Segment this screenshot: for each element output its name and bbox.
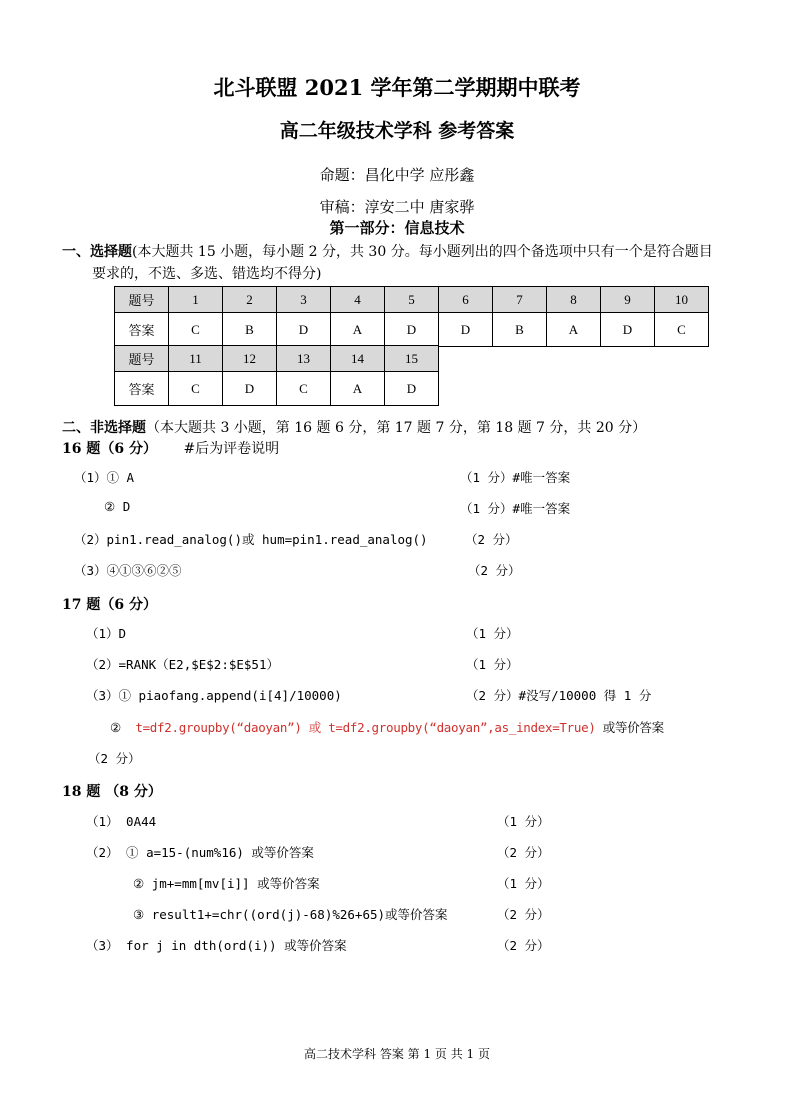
- question-number: 2: [223, 287, 277, 313]
- section1-heading: 一、选择题: [62, 244, 132, 260]
- question-number: 3: [277, 287, 331, 313]
- score-note: （1 分）: [497, 876, 550, 891]
- question-number: 5: [385, 287, 439, 313]
- question-number: 10: [655, 287, 709, 313]
- score-note: （2 分）: [88, 751, 141, 766]
- answer-cell: D: [439, 313, 493, 347]
- section1-intro: [62, 241, 713, 261]
- red-answer-code: t=df2.groupby(“daoyan”) 或 t=df2.groupby(“daoyan”,as_index=True): [135, 720, 596, 735]
- answer-cell: D: [601, 313, 655, 347]
- q16-note: #后为评卷说明: [183, 441, 280, 457]
- answer-line-red: [110, 718, 664, 736]
- question-number: 12: [223, 346, 277, 372]
- answer-cell: B: [223, 313, 277, 347]
- q16-title: 16 题（6 分）: [62, 441, 157, 457]
- answer-line: ③ result1+=chr((ord(j)-68)%26+65)或等价答案: [133, 907, 448, 922]
- answer-line: （2） ① a=15-(num%16) 或等价答案: [86, 845, 314, 860]
- answer-cell: A: [331, 372, 385, 406]
- score-note: （1 分）: [466, 626, 519, 641]
- equivalent-note: 或等价答案: [602, 720, 664, 735]
- answer-cell: A: [547, 313, 601, 347]
- score-note: （2 分）: [497, 938, 550, 953]
- section2-heading: 二、非选择题: [62, 420, 146, 436]
- answer-line: （1） 0A44: [86, 814, 157, 829]
- question-number: 8: [547, 287, 601, 313]
- score-note: （1 分）: [497, 814, 550, 829]
- answer-cell: C: [655, 313, 709, 347]
- answer-cell: D: [385, 313, 439, 347]
- part-title: 第一部分：信息技术: [329, 219, 465, 237]
- question-number: 13: [277, 346, 331, 372]
- answer-line: ② D: [104, 499, 131, 514]
- question-number: 11: [169, 346, 223, 372]
- score-note: （2 分）: [465, 532, 518, 547]
- question-number: 7: [493, 287, 547, 313]
- table-row-answers: [115, 313, 709, 347]
- score-note: （1 分）: [466, 657, 519, 672]
- score-note: （1 分）#唯一答案: [460, 501, 571, 516]
- answer-cell: D: [223, 372, 277, 406]
- section2-intro: [62, 417, 646, 437]
- answer-line: （1）① A: [74, 470, 135, 485]
- document-title: 北斗联盟 2021 学年第二学期期中联考: [213, 75, 581, 100]
- answer-cell: C: [169, 313, 223, 347]
- answer-line: （1）D: [86, 626, 127, 641]
- question-number: 4: [331, 287, 385, 313]
- table-row-numbers: [115, 346, 439, 372]
- answer-cell: D: [385, 372, 439, 406]
- row-label-numbers: 题号: [115, 346, 169, 372]
- answer-table-1: [114, 286, 709, 347]
- item-number: ②: [110, 720, 121, 735]
- question-number: 9: [601, 287, 655, 313]
- q16-header: [62, 438, 279, 458]
- score-note: （2 分）#没写/10000 得 1 分: [466, 688, 652, 703]
- answer-line: （3）① piaofang.append(i[4]/10000): [86, 688, 342, 703]
- answer-line: （3）④①③⑥②⑤: [74, 563, 182, 578]
- row-label-answers: 答案: [115, 372, 169, 406]
- answer-line: ② jm+=mm[mv[i]] 或等价答案: [133, 876, 320, 891]
- q18-title: 18 题 （8 分）: [62, 784, 162, 800]
- answer-line: （2）=RANK（E2,$E$2:$E$51）: [86, 657, 279, 672]
- section2-desc: （本大题共 3 小题，第 16 题 6 分，第 17 题 7 分，第 18 题 7 分，共 20 分）: [146, 420, 647, 436]
- score-note: （2 分）: [497, 845, 550, 860]
- score-note: （1 分）#唯一答案: [460, 470, 571, 485]
- answer-line: （3） for j in dth(ord(i)) 或等价答案: [86, 938, 347, 953]
- question-number: 15: [385, 346, 439, 372]
- question-number: 14: [331, 346, 385, 372]
- table-row-numbers: [115, 287, 709, 313]
- reviewer-line: 审稿：淳安二中 唐家骅: [319, 198, 475, 216]
- answer-line: （2）pin1.read_analog()或 hum=pin1.read_analog(): [74, 532, 428, 547]
- row-label-answers: 答案: [115, 313, 169, 347]
- document-subtitle: 高二年级技术学科 参考答案: [279, 120, 515, 142]
- score-note: （2 分）: [497, 907, 550, 922]
- question-number: 1: [169, 287, 223, 313]
- author-line: 命题：昌化中学 应彤鑫: [319, 166, 475, 184]
- answer-cell: C: [169, 372, 223, 406]
- answer-cell: D: [277, 313, 331, 347]
- question-number: 6: [439, 287, 493, 313]
- answer-cell: A: [331, 313, 385, 347]
- answer-table-2: [114, 345, 439, 406]
- answer-cell: C: [277, 372, 331, 406]
- answer-cell: B: [493, 313, 547, 347]
- section1-desc-line1: (本大题共 15 小题，每小题 2 分，共 30 分。每小题列出的四个备选项中只有一个是符合题目: [132, 244, 713, 260]
- q17-title: 17 题（6 分）: [62, 597, 157, 613]
- table-row-answers: [115, 372, 439, 406]
- section1-desc-line2: 要求的，不选、多选、错选均不得分): [92, 266, 322, 282]
- score-note: （2 分）: [468, 563, 521, 578]
- page-footer: 高二技术学科 答案 第 1 页 共 1 页: [304, 1047, 490, 1061]
- row-label-numbers: 题号: [115, 287, 169, 313]
